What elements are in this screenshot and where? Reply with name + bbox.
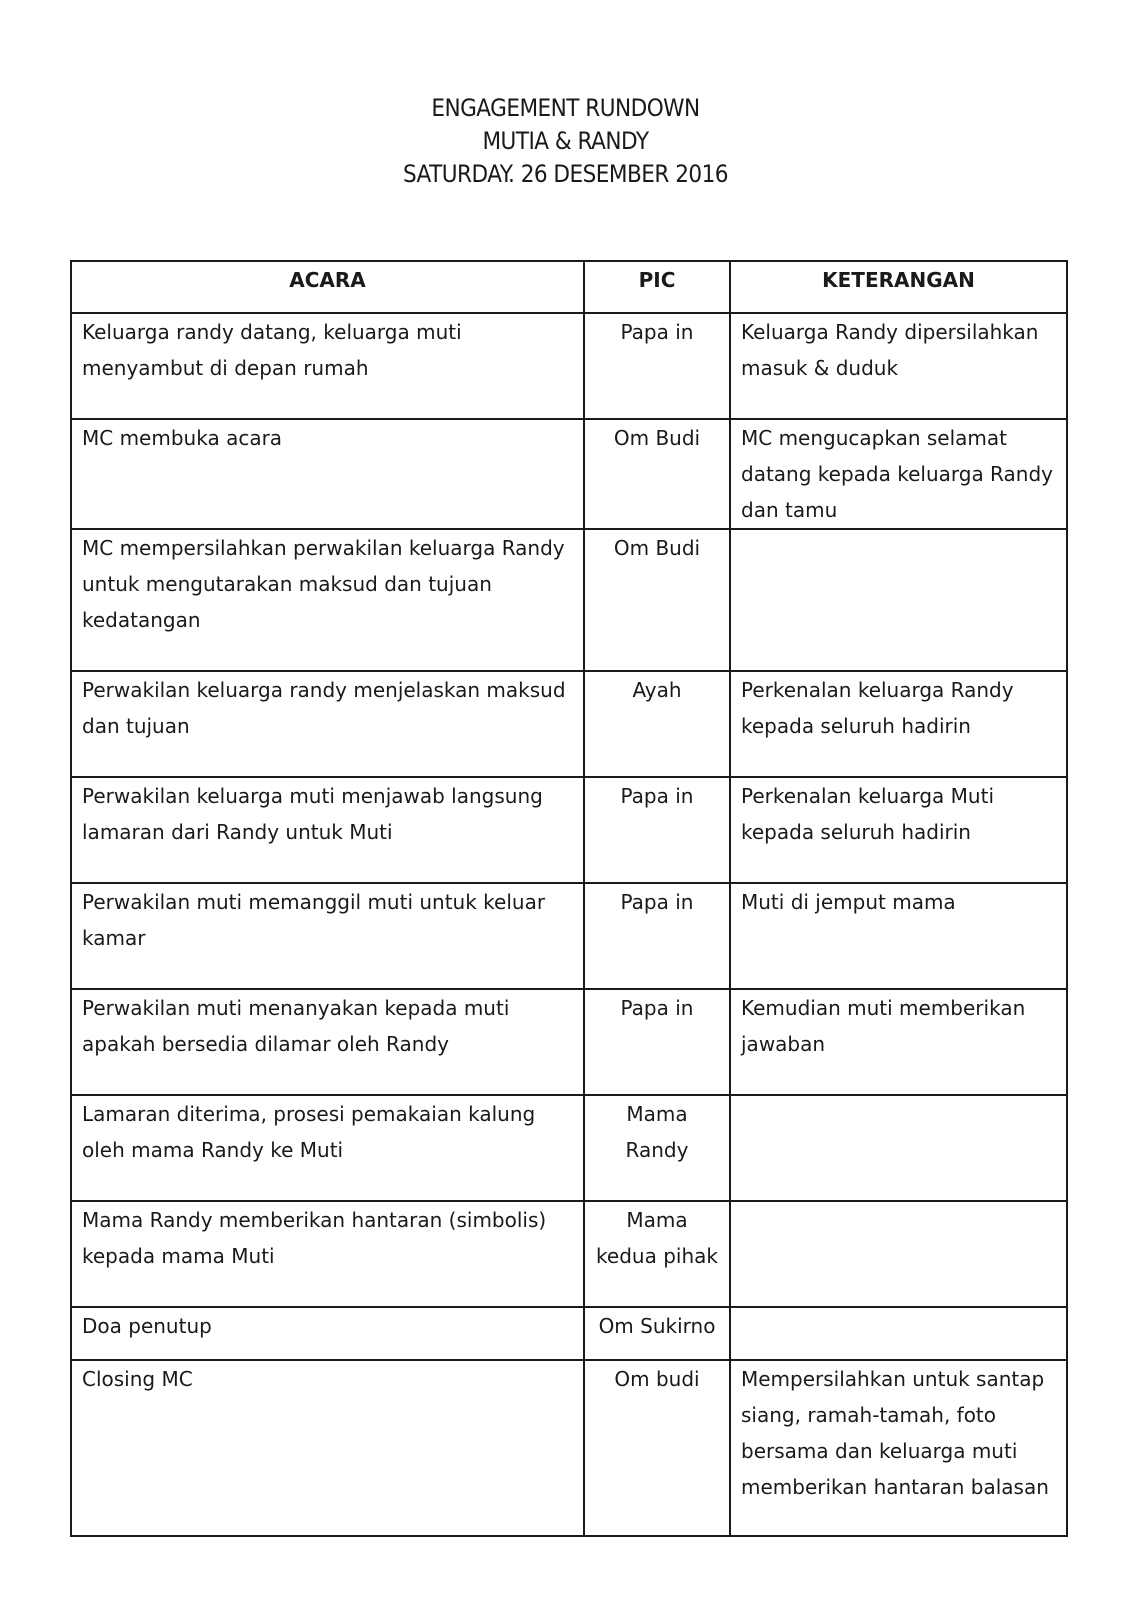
pic-text: Ayah: [632, 678, 682, 702]
acara-cell: [71, 1360, 584, 1536]
pic-cell: [584, 1201, 730, 1307]
pic-text: Papa in: [620, 890, 694, 914]
document-header: [57, 92, 1075, 191]
pic-text: Papa in: [620, 320, 694, 344]
keterangan-cell: [730, 529, 1067, 671]
pic-text: Mama kedua pihak: [596, 1208, 718, 1268]
keterangan-text: MC mengucapkan selamat datang kepada keluarga Randy dan tamu: [741, 426, 1053, 522]
pic-text: Om budi: [614, 1367, 700, 1391]
keterangan-cell: [730, 419, 1067, 529]
table-row: [71, 1201, 1067, 1307]
acara-text: MC mempersilahkan perwakilan keluarga Randy untuk mengutarakan maksud dan tujuan kedatangan: [82, 536, 565, 632]
table-row: [71, 777, 1067, 883]
rundown-table: [70, 260, 1068, 1537]
table-header-row: [71, 261, 1067, 313]
keterangan-cell: [730, 989, 1067, 1095]
acara-cell: [71, 671, 584, 777]
keterangan-cell: [730, 1360, 1067, 1536]
keterangan-text: Perkenalan keluarga Muti kepada seluruh hadirin: [741, 784, 994, 844]
couple-names: MUTIA & RANDY: [482, 127, 649, 155]
acara-text: Perwakilan keluarga randy menjelaskan maksud dan tujuan: [82, 678, 566, 738]
acara-text: Lamaran diterima, prosesi pemakaian kalung oleh mama Randy ke Muti: [82, 1102, 536, 1162]
keterangan-text: Keluarga Randy dipersilahkan masuk & duduk: [741, 320, 1039, 380]
keterangan-cell: [730, 883, 1067, 989]
acara-text: Doa penutup: [82, 1314, 212, 1338]
document-title: ENGAGEMENT RUNDOWN: [431, 94, 700, 122]
pic-cell: [584, 989, 730, 1095]
keterangan-text: Mempersilahkan untuk santap siang, ramah-tamah, foto bersama dan keluarga muti memberikan hantaran balasan: [741, 1367, 1049, 1499]
keterangan-cell: [730, 1307, 1067, 1360]
pic-text: Om Sukirno: [598, 1314, 716, 1338]
column-header-acara: ACARA: [71, 261, 584, 313]
acara-cell: [71, 1307, 584, 1360]
acara-cell: [71, 1201, 584, 1307]
acara-cell: [71, 419, 584, 529]
table-row: [71, 529, 1067, 671]
acara-cell: [71, 313, 584, 419]
pic-cell: [584, 883, 730, 989]
pic-cell: [584, 1307, 730, 1360]
pic-text: Papa in: [620, 996, 694, 1020]
acara-cell: [71, 883, 584, 989]
table-row: [71, 989, 1067, 1095]
table-row: [71, 1307, 1067, 1360]
pic-cell: [584, 419, 730, 529]
pic-cell: [584, 529, 730, 671]
keterangan-text: Perkenalan keluarga Randy kepada seluruh hadirin: [741, 678, 1014, 738]
pic-cell: [584, 1095, 730, 1201]
acara-text: Keluarga randy datang, keluarga muti menyambut di depan rumah: [82, 320, 462, 380]
event-date: SATURDAY. 26 DESEMBER 2016: [402, 160, 729, 188]
pic-text: Mama Randy: [625, 1102, 689, 1162]
acara-text: Perwakilan keluarga muti menjawab langsung lamaran dari Randy untuk Muti: [82, 784, 543, 844]
keterangan-cell: [730, 671, 1067, 777]
pic-cell: [584, 1360, 730, 1536]
table-row: [71, 671, 1067, 777]
pic-cell: [584, 313, 730, 419]
pic-cell: [584, 671, 730, 777]
table-row: [71, 313, 1067, 419]
keterangan-cell: [730, 313, 1067, 419]
pic-cell: [584, 777, 730, 883]
acara-text: Closing MC: [82, 1367, 193, 1391]
table-row: [71, 1095, 1067, 1201]
column-header-keterangan: KETERANGAN: [730, 261, 1067, 313]
keterangan-cell: [730, 777, 1067, 883]
table-row: [71, 1360, 1067, 1536]
acara-cell: [71, 989, 584, 1095]
column-header-pic: PIC: [584, 261, 730, 313]
acara-text: Mama Randy memberikan hantaran (simbolis) kepada mama Muti: [82, 1208, 547, 1268]
acara-text: Perwakilan muti menanyakan kepada muti apakah bersedia dilamar oleh Randy: [82, 996, 510, 1056]
acara-text: Perwakilan muti memanggil muti untuk keluar kamar: [82, 890, 546, 950]
table-row: [71, 883, 1067, 989]
pic-text: Papa in: [620, 784, 694, 808]
pic-text: Om Budi: [613, 536, 701, 560]
acara-text: MC membuka acara: [82, 426, 283, 450]
keterangan-cell: [730, 1201, 1067, 1307]
table-row: [71, 419, 1067, 529]
acara-cell: [71, 1095, 584, 1201]
acara-cell: [71, 529, 584, 671]
pic-text: Om Budi: [613, 426, 701, 450]
keterangan-cell: [730, 1095, 1067, 1201]
keterangan-text: Muti di jemput mama: [741, 890, 956, 914]
acara-cell: [71, 777, 584, 883]
keterangan-text: Kemudian muti memberikan jawaban: [741, 996, 1026, 1056]
